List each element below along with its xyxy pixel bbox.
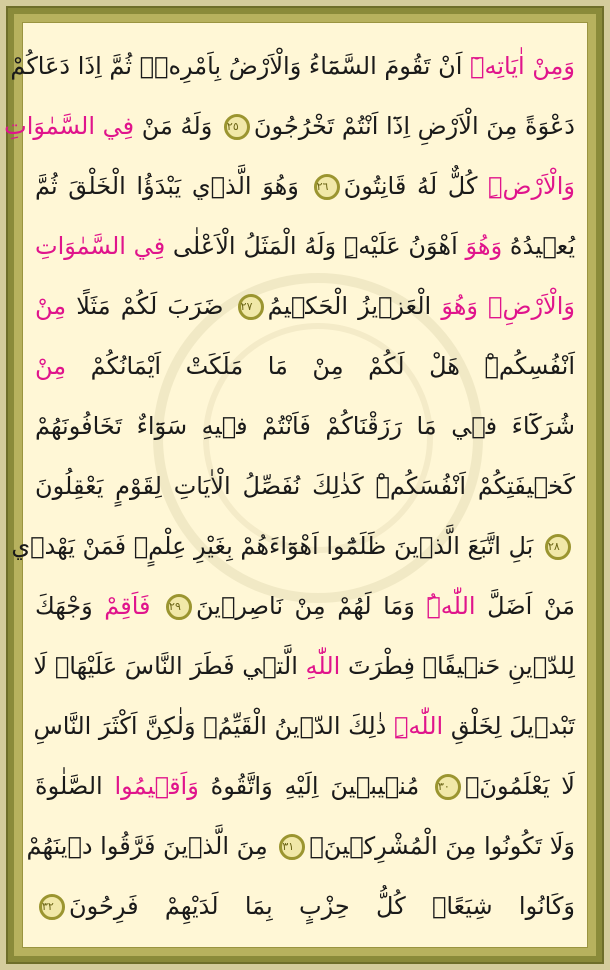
verse-number-marker: ٢٥ bbox=[224, 114, 250, 140]
verse-number-marker: ٢٦ bbox=[314, 174, 340, 200]
verse-text: مَنْ اَضَلَّ bbox=[475, 592, 575, 620]
highlighted-word: وَمِنْ اٰيَاتِه۪ٓ bbox=[470, 52, 575, 80]
text-line bbox=[35, 701, 575, 751]
verse-text: وَلَا تَكُونُوا مِنَ الْمُشْرِك۪ينَۙ bbox=[309, 832, 575, 860]
verse-text: اَهْوَنُ عَلَيْهِۜ وَلَهُ الْمَثَلُ الْاَعْلٰى bbox=[165, 232, 466, 260]
text-line bbox=[10, 41, 575, 91]
highlighted-word: اللّٰهِۜ bbox=[393, 712, 444, 740]
verse-text: يُع۪يدُهُ bbox=[502, 232, 576, 260]
text-line bbox=[35, 581, 575, 631]
verse-number-marker: ٣٢ bbox=[39, 894, 65, 920]
verse-text: كُلٌّ لَهُ قَانِتُونَ bbox=[343, 172, 489, 200]
text-line bbox=[35, 341, 575, 391]
verse-text: وَمَا لَهُمْ مِنْ نَاصِر۪ينَ bbox=[196, 592, 427, 620]
verse-text: كَخ۪يفَتِكُمْ اَنْفُسَكُمْۜ كَذٰلِكَ نُفَصِّلُ الْاٰيَاتِ لِقَوْمٍ يَعْقِلُونَ bbox=[35, 472, 575, 500]
text-line bbox=[35, 401, 575, 451]
verse-number-marker: ٣٠ bbox=[435, 774, 461, 800]
verse-text: وَجْهَكَ bbox=[35, 592, 105, 620]
verse-text bbox=[150, 592, 162, 620]
verse-text: لَا يَعْلَمُونَۙ bbox=[465, 772, 575, 800]
text-line bbox=[35, 161, 575, 211]
verse-text: الْعَز۪يزُ الْحَك۪يمُ bbox=[267, 292, 442, 320]
verse-text: وَهُوَ الَّذ۪ي يَبْدَؤُا الْخَلْقَ ثُمَّ bbox=[35, 172, 310, 200]
verse-text: وَكَانُوا شِيَعًاۜ كُلُّ حِزْبٍ بِمَا لَدَيْهِمْ فَرِحُونَ bbox=[69, 892, 575, 920]
text-line bbox=[35, 281, 575, 331]
verse-number-marker: ٣١ bbox=[279, 834, 305, 860]
quran-page bbox=[4, 22, 588, 948]
verse-number-marker: ٢٨ bbox=[545, 534, 571, 560]
highlighted-word: وَهُوَ bbox=[465, 232, 503, 260]
highlighted-word: مِنْ bbox=[35, 292, 67, 320]
verse-text: دَعْوَةً مِنَ الْاَرْضِ اِذَٓا اَنْتُمْ تَخْرُجُونَ bbox=[253, 112, 575, 140]
verse-text: مِنَ الَّذ۪ينَ فَرَّقُوا د۪ينَهُمْ bbox=[26, 832, 276, 860]
text-line bbox=[35, 461, 575, 511]
verse-text: لِلدّ۪ينِ حَن۪يفًاۜ فِطْرَتَ bbox=[340, 652, 575, 680]
highlighted-word: فِي السَّمٰوَاتِ bbox=[4, 112, 135, 140]
text-line bbox=[26, 821, 575, 871]
text-line bbox=[35, 761, 575, 811]
verse-text: اَنْ تَقُومَ السَّمَٓاءُ وَالْاَرْضُ بِاَمْرِه۪ۜ ثُمَّ اِذَا دَعَاكُمْ bbox=[10, 52, 471, 80]
verse-text: مُن۪يب۪ينَ اِلَيْهِ وَاتَّقُوهُ bbox=[198, 772, 432, 800]
verse-text: الصَّلٰوةَ bbox=[35, 772, 115, 800]
text-line bbox=[35, 641, 575, 691]
text-line bbox=[4, 101, 575, 151]
verse-text: ذٰلِكَ الدّ۪ينُ الْقَيِّمُۙ وَلٰكِنَّ اَكْثَرَ النَّاسِ bbox=[33, 712, 394, 740]
verse-number-marker: ٢٩ bbox=[166, 594, 192, 620]
highlighted-word: اللّٰهِ bbox=[305, 652, 341, 680]
highlighted-word: مِنْ bbox=[35, 352, 67, 380]
highlighted-word: فَاَقِمْ bbox=[104, 592, 151, 620]
verse-text: شُرَكَٓاءَ ف۪ي مَا رَزَقْنَاكُمْ فَاَنْتُمْ ف۪يهِ سَوَٓاءٌ تَخَافُونَهُمْ bbox=[35, 412, 575, 440]
verse-text: اَنْفُسِكُمْۜ هَلْ لَكُمْ مِنْ مَا مَلَكَتْ اَيْمَانُكُمْ bbox=[66, 352, 575, 380]
highlighted-word: وَاَق۪يمُوا bbox=[114, 772, 199, 800]
verse-text: بَلِ اتَّبَعَ الَّذ۪ينَ ظَلَمُٓوا اَهْوَٓاءَهُمْ بِغَيْرِ عِلْمٍۚ فَمَنْ يَهْد۪ي bbox=[11, 532, 541, 560]
highlighted-word: اللّٰهُۜ bbox=[426, 592, 476, 620]
highlighted-word: وَالْاَرْضِۚ وَهُوَ bbox=[441, 292, 575, 320]
highlighted-word: فِي السَّمٰوَاتِ bbox=[35, 232, 166, 260]
verse-number-marker: ٢٧ bbox=[238, 294, 264, 320]
text-line bbox=[35, 881, 575, 931]
text-line bbox=[11, 521, 575, 571]
verse-text: الَّت۪ي فَطَرَ النَّاسَ عَلَيْهَاۜ لَا bbox=[33, 652, 306, 680]
verse-text: وَلَهُ مَنْ bbox=[134, 112, 220, 140]
highlighted-word: وَالْاَرْضِۜ bbox=[488, 172, 575, 200]
text-line bbox=[35, 221, 575, 271]
verse-text: ضَرَبَ لَكُمْ مَثَلًا bbox=[66, 292, 234, 320]
verse-text: تَبْد۪يلَ لِخَلْقِ bbox=[443, 712, 575, 740]
